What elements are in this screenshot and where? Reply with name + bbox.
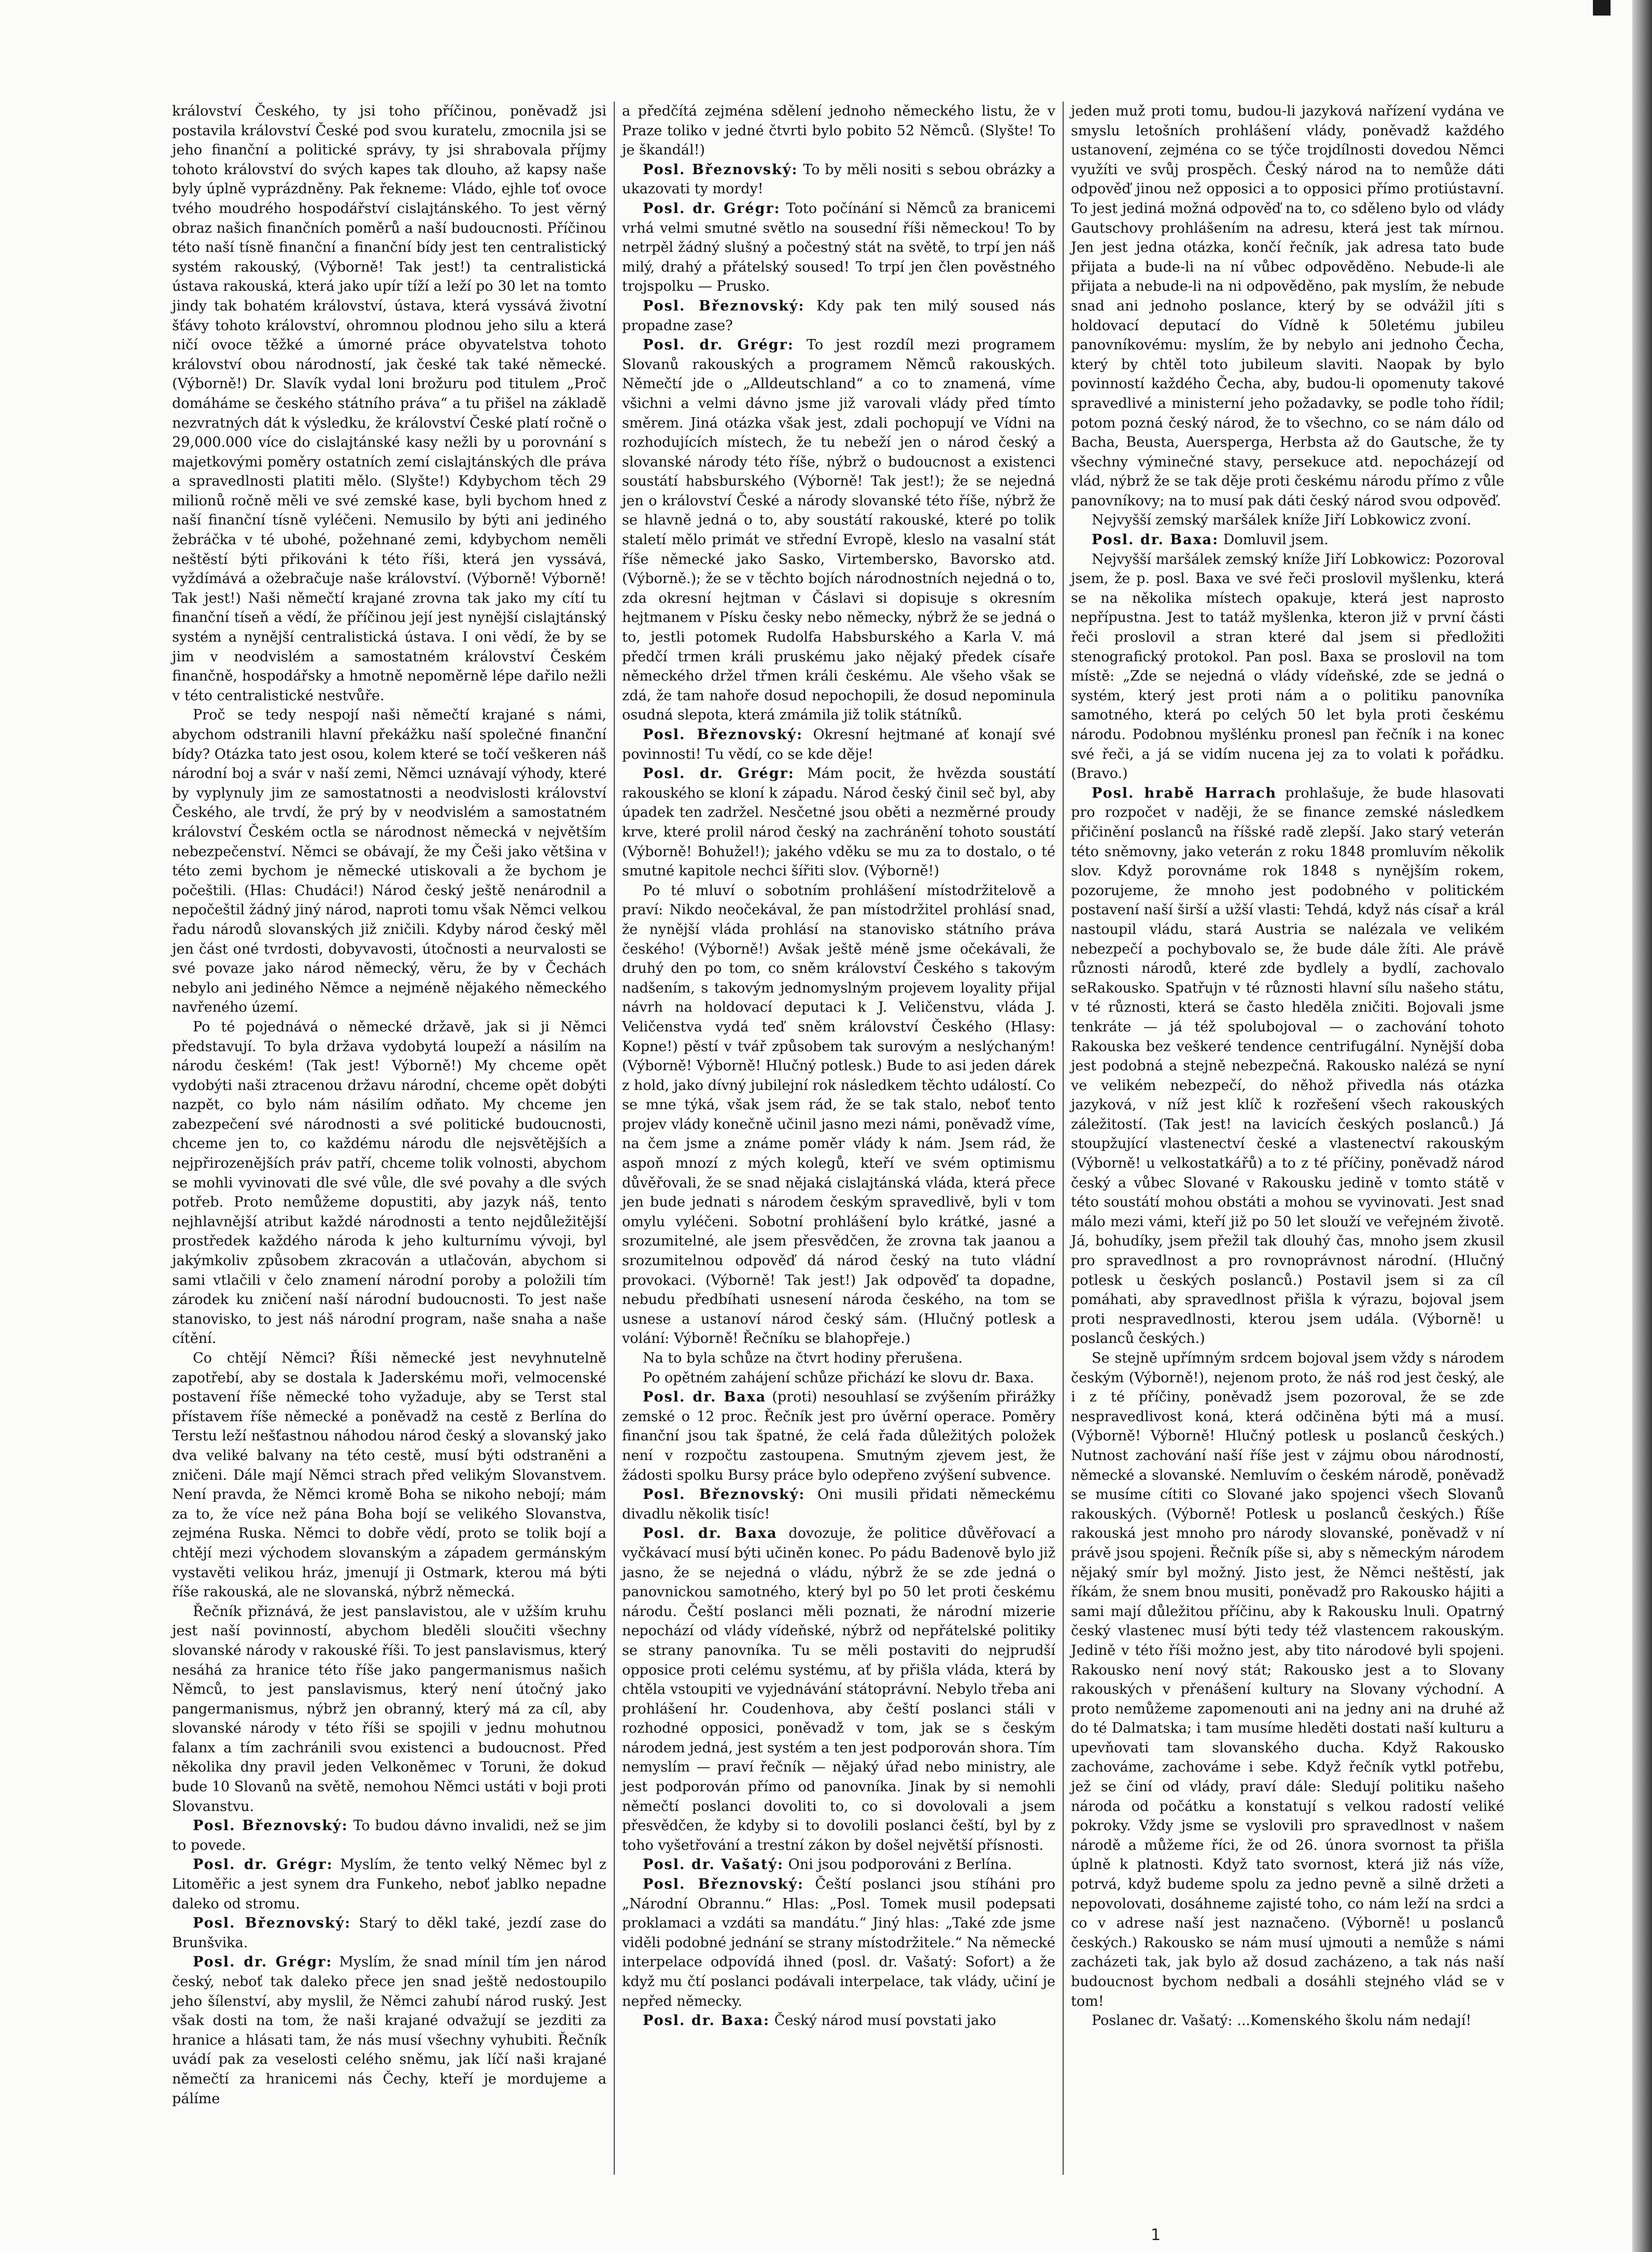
paragraph-text: Na to byla schůze na čtvrt hodiny přerušena. bbox=[643, 1350, 963, 1366]
column-2 bbox=[614, 102, 1063, 2175]
speaker-name: Posl. dr. Grégr: bbox=[193, 1954, 333, 1971]
paragraph-text: Poslanec dr. Vašatý: ...Komenského školu nám nedají! bbox=[1092, 2013, 1472, 2029]
paragraph-text: Myslím, že tento velký Němec byl z Litoměřic a jest synem dra Funkeho, neboť jablko nepadne daleko od stromu. bbox=[172, 1857, 606, 1912]
paragraph-text: Proč se tedy nespojí naši němečtí krajané s námi, abychom odstranili hlavní překážku naší společné finanční bídy? Otázka tato jest osou, kolem které se točí veškeren náš národní boj a svár v naší zemi, Němci uznávají výhody, které by vyplynuly jim ze samostatnosti a neodvislosti království Českého, ale trvdí, že prý by v neodvislém a samostatném království Českém octla se národnost německá v největším nebezpečenství. Němci se obávají, že my Češi jako většina v této zemi bychom je německé utiskovali a že bychom je počeštili. (Hlas: Chudáci!) Národ český ještě nenárodnil a nepočeštil žádný jiný národ, naproti tomu však Němci velkou řadu národů slovanských již zničili. Kdyby národ český měl jen část oné tvrdosti, dobyvavosti, útočnosti a neurvalosti se své povaze jako národ německý, věru, že by v Čechách nebylo ani jediného Němce a nejméně nějakého německého navřeného území. bbox=[172, 707, 606, 1016]
speaker-name: Posl. dr. Grégr: bbox=[193, 1857, 333, 1873]
column-1 bbox=[165, 102, 614, 2175]
paragraph bbox=[622, 881, 1055, 1349]
column-3 bbox=[1063, 102, 1512, 2175]
paragraph-text: jeden muž proti tomu, budou-li jazyková nařízení vydána ve smyslu letošních prohlášení vlády, poněvadž každého ustanovení, zejména co se týče trojdílnosti dovedou Němci využíti ve svůj prospěch. Český národ na to nemůže dáti odpověď jinou než opposici a to opposici přímo protiústavní. To jest jediná možná odpověď na to, co sděleno bylo od vlády Gautschovy prohlášením na adresu, která jest tak mírnou. Jen jest jedna otázka, končí řečník, jak adresa tato bude přijata a bude-li na ní vůbec odpověděno. Nebude-li ale přijata a nebude-li na ni odpověděno, pak myslím, že nebude snad ani jednoho poslance, který by se odvážil jíti s holdovací deputací do Vídně k 50letému jubileu panovníkovému: myslím, že by nebylo ani jednoho Čecha, který by chtěl toto jubileum slaviti. Naopak by bylo povinností každého Čecha, aby, budou-li opomenuty takové spravedlivé a ministerní jeho požadavky, se podle toho řídil; potom pozná český národ, že to všechno, co se nám dálo od Bacha, Beusta, Auersperga, Herbsta až do Gautsche, že ty všechny výminečné stavy, persekuce atd. nepocházejí od vlád, nýbrž že se tak děje proti českému národu přímo z vůle panovníkovy; na to musí pak dáti český národ svou odpověď. bbox=[1071, 103, 1504, 509]
paragraph bbox=[1071, 2011, 1504, 2031]
text-columns bbox=[165, 102, 1513, 2175]
paragraph bbox=[622, 296, 1055, 335]
paragraph bbox=[622, 764, 1055, 881]
paragraph bbox=[172, 1914, 606, 1952]
paragraph-text: Domluvil jsem. bbox=[1223, 532, 1329, 548]
scan-edge bbox=[1632, 0, 1652, 2252]
paragraph bbox=[622, 1368, 1055, 1388]
speaker-name: Posl. Březnovský: bbox=[643, 727, 803, 743]
paragraph bbox=[622, 725, 1055, 764]
speaker-name: Posl. Březnovský: bbox=[193, 1915, 351, 1932]
speaker-name: Posl. Březnovský: bbox=[643, 1876, 804, 1893]
speaker-name: Posl. dr. Grégr: bbox=[643, 200, 781, 217]
paragraph bbox=[622, 199, 1055, 296]
paragraph-text: a předčítá zejména sdělení jednoho německého listu, že v Praze toliko v jedné čtvrti bylo pobito 52 Němců. (Slyšte! To je škandál!) bbox=[622, 103, 1055, 159]
paragraph-text: prohlašuje, že bude hlasovati pro rozpočet v naději, že se finance zemské následkem přičinění poslanců na říšské radě zlepší. Jako starý veterán této sněmovny, jako veterán z roku 1848 promluvím několik slov. Když porovnáme rok 1848 s nynějším rokem, pozorujeme, že mnoho jest podobného v politickém postavení naší širší a užší vlasti: Tehdá, když nás císař a král nastoupil vládu, stará Austria se nalézala ve velikém nebezpečí a pochybovalo se, že bude dále žíti. Ale právě různosti národů, které zde bydlely a bydlí, zachovalo seRakousko. Spatřujn v té různosti hlavní sílu našeho státu, v té různosti, která se často hleděla zničiti. Bojovali jsme tenkráte — já též spolubojoval — o zachování tohoto Rakouska bez veškeré tendence centrifugální. Nynější doba jest podobná a stejně nebezpečná. Rakousko nalézá se nyní ve velikém nebezpečí, do něhož přivedla nás otázka jazyková, v níž jest klíč k rozřešení všech rakouských záležitostí. (Tak jest! na lavicích českých poslanců.) Já stoupžující vlastenectví české a vlastenectví rakouským (Výborně! u velkostatkářů) a to z té příčiny, poněvadž národ český a vůbec Slované v Rakousku jedině v tomto státě v této soustátí mohou obstáti a mohou se vyvinovati. Jest snad málo mezi vámi, kteří již po 50 let slouží ve veřejném životě. Já, bohudíky, jsem přežil tak dlouhý čas, mnoho jsem zkusil pro spravedlnost a pro rovnoprávnost národní. (Hlučný potlesk u českých poslanců.) Postavil jsem si za cíl pomáhati, aby spravedlnost přišla k výrazu, bojoval jsem proti nespravedlnosti, kterou jsem udála. (Výborně! u poslanců českých.) bbox=[1071, 785, 1504, 1347]
paragraph bbox=[622, 1875, 1055, 2011]
paragraph bbox=[172, 1017, 606, 1349]
speaker-name: Posl. dr. Vašatý: bbox=[643, 1857, 784, 1873]
paragraph bbox=[622, 1485, 1055, 1524]
speaker-name: Posl. dr. Baxa bbox=[643, 1389, 767, 1406]
paragraph bbox=[622, 1387, 1055, 1485]
paragraph-text: Nejvyšší maršálek zemský kníže Jiří Lobkowicz: Pozoroval jsem, že p. posl. Baxa ve své řeči proslovil myšlenku, která se na několika místech opakuje, která jest naprosto nepřípustna. Jest to tatáž myšlenka, kteron již v první části řeči proslovil a stran které dal jsem si předložiti stenografický protokol. Pan posl. Baxa se proslovil na tom místě: „Zde se nejedná o vlády vídeňské, zde se jedná o systém, který jest proti nám a o politiku panovníka samotného, která po celých 50 let byla proti českému národu. Podobnou myšlénku pronesl pan řečník i na konec své řeči, a já se vidím nucena jej za to volati k pořádku. (Bravo.) bbox=[1071, 551, 1504, 782]
paragraph-text: Se stejně upřímným srdcem bojoval jsem vždy s národem českým (Výborně!), nejenom proto, že náš rod jest český, ale i z té příčiny, poněvadž jsem pozoroval, že se zde nespravedlivost koná, která odčiněna býti má a musí. (Výborně! Výborně! Hlučný potlesk u poslanců českých.) Nutnost zachování naší říše jest v zájmu obou národností, německé a slovanské. Nemluvím o českém národě, poněvadž se musíme cítiti co Slované jako spojenci všech Slovanů rakouských. (Výborně! Potlesk u poslanců českých.) Říše rakouská jest mnoho pro národy slovanské, poněvadž v ní právě jsou spojeni. Řečník píše si, aby s německým národem nějaký smír byl možný. Jisto jest, že Němci neštěstí, jak říkám, že snem bnou musiti, poněvadž pro Rakousko hájiti a sami mají důležitou příčinu, aby k Rakousku lnuli. Opatrný český vlastenec musí býti tedy též vlastencem rakouským. Jedině v této říši možno jest, aby tito národové byli spojeni. Rakousko není nový stát; Rakousko jest a to Slovany rakouských v přenášení kultury na Slovany východní. A proto nemůžeme zapomenouti ani na jedny ani na druhé až do té Dalmatska; i tam musíme hleděti dostati naší kulturu a upevňovati tam slovanského ducha. Když Rakousko zachováme, zachováme i sebe. Když řečník vytkl potřebu, jež se činí od vlády, praví dále: Sledují politiku našeho národa od počátku a konstatují s velkou radostí veliké pokroky. Vždy jsme se vyslovili pro spravedlnost v našem národě a můžeme říci, že od 26. února svornost ta přišla úplně k platnosti. Když tato svornost, která již nás víže, potrvá, když budeme spolu za jedno pevně a silně držeti a nepovolovati, dosáhneme zajisté toho, co nám leží na srdci a co v adrese naší jest naznačeno. (Výborně! u poslanců českých.) Rakousko se nám musí ujmouti a nemůže s námi zacházeti tak, jak bylo až dosud zacházeno, a tak nás naší budoucnost bychom nedbali a dosáhli stejného vlád se v tom! bbox=[1071, 1350, 1504, 2009]
paragraph-text: Český národ musí povstati jako bbox=[774, 2013, 996, 2029]
paragraph bbox=[172, 102, 606, 705]
speaker-name: Posl. dr. Grégr: bbox=[643, 337, 794, 353]
speaker-name: Posl. Březnovský: bbox=[643, 161, 798, 178]
page-number: 1 bbox=[1151, 2226, 1161, 2244]
paragraph-text: Co chtějí Němci? Říši německé jest nevyhnutelně zapotřebí, aby se dostala k Jaderskému moři, velmocenské postavení říše německé toho vyžaduje, aby se Terst stal přístavem říše německé a poněvadž na cestě z Berlína do Terstu leží nešťastnou náhodou národ český a slovanský jako dva veliké balvany na této cestě, musí býti odstraněni a zničeni. Dále mají Němci strach před velikým Slovanstvem. Není pravda, že Němci kromě Boha se nikoho nebojí; mám za to, že více než pána Boha bojí se velikého Slovanstva, zejména Ruska. Němci to dobře vědí, proto se tolik bojí a chtějí mezi východem slovanským a západem germánským vystavěti velikou hráz, jmenují ji Ostmark, kterou má býti říše rakouská, ale ne slovanská, nýbrž německá. bbox=[172, 1350, 606, 1601]
paragraph-text: Po té mluví o sobotním prohlášení místodržitelově a praví: Nikdo neočekával, že pan místodržitel prohlásí snad, že nynější vláda prohlásí na stanovisko státního práva českého! (Výborně!) Avšak ještě méně jsme očekávali, že druhý den po tom, co sněm království Českého s takovým nadšením, s takovým jednomyslným projevem loyality přijal návrh na holdovací deputaci k J. Veličenstvu, vláda J. Veličenstva vydá teď sněm království Českého (Hlasy: Kopne!) pěstí v tvář způsobem tak surovým a neslýchaným! (Výborně! Výborně! Hlučný potlesk.) Bude to asi jeden dárek z hold, jako dívný jubilejní rok následkem těchto událostí. Co se mne týká, však jsem rád, že se tak stalo, neboť tento projev vlády konečně učinil jasno mezi námi, poněvadž víme, na čem jsme a známe poměr vlády k nám. Jsem rád, že aspoň mnozí z mých kolegů, kteří ve svém optimismu důvěřovali, že se snad nějaká cislajtánská vláda, která přece jen bude jednati s národem českým spravedlivě, byli v tom omylu vyléčeni. Sobotní prohlášení bylo krátké, jasné a srozumitelné, ale jsem přesvědčen, že zrovna tak jaanou a srozumitelnou odpověď dá národ český na tuto vládní provokaci. (Výborně! Tak jest!) Jak odpověď ta dopadne, nebudu předbíhati usnesení národa českého, na tom se usnese a ustanoví národ český sám. (Hlučný potlesk a volání: Výborně! Řečníku se blahopřeje.) bbox=[622, 882, 1055, 1347]
speaker-name: Posl. dr. Baxa: bbox=[643, 2013, 770, 2029]
speaker-name: Posl. Březnovský: bbox=[643, 298, 805, 314]
paragraph bbox=[1071, 550, 1504, 784]
paragraph-text: Mám pocit, že hvězda soustátí rakouského se kloní k západu. Národ český činil seč byl, aby úpadek ten zadržel. Nesčetné jsou oběti a nezměrné proudy krve, které prolil národ český na zachránění tohoto soustátí (Výborně! Bohužel!); jakého vděku se mu za to dostalo, o té smutné kapitole nechci šířiti slov. (Výborně!) bbox=[622, 766, 1055, 880]
paragraph bbox=[172, 1349, 606, 1602]
paragraph-text: Po té pojednává o německé državě, jak si ji Němci představují. To byla država vydobytá loupeží a násilím na národu českém! (Tak jest! Výborně!) My chceme opět vydobýti naši ztracenou državu národní, chceme opět dobýti nazpět, co bylo nám násilím odňato. My chceme jen zabezpečení své národnosti a své politické budoucnosti, chceme jen to, co každému národu dle nejsvětějších a nejpřirozenějších práv patří, chceme tolik volnosti, abychom se mohli vyvinovati dle své vůle, dle své povahy a dle svých potřeb. Proto nemůžeme dopustiti, aby jazyk náš, tento nejhlavnější atribut každé národnosti a tento nejdůležitější prostředek každého národa k jeho kulturnímu vývoji, byl jakýmkoliv způsobem zkracován a utlačován, abychom si sami vtlačili v čelo znamení národní poroby a položili tím zárodek ku zničení naší národní budoucnosti. To jest naše stanovisko, to jest náš národní program, naše snaha a naše cítění. bbox=[172, 1018, 606, 1347]
paragraph bbox=[622, 102, 1055, 160]
paragraph bbox=[172, 1855, 606, 1914]
paragraph-text: Starý to děkl také, jezdí zase do Brunšvika. bbox=[172, 1915, 606, 1951]
paragraph bbox=[622, 335, 1055, 725]
paragraph-text: Řečník přiznává, že jest panslavistou, ale v užším kruhu jest naší povinností, abychom bleděli sloučiti všechny slovanské národy v rakouské říši. To jest panslavismus, který nesáhá za hranice této říše jako pangermanismus našich Němců, to jest panslavismus, který není útočný jako pangermanismus, nýbrž jen obranný, který má za cíl, aby slovanské národy v této říši se spojili v jednu mohutnou falanx a tím zachránili svou existenci a budoucnost. Před několika dny pravil jeden Velkoněmec v Toruni, že dokud bude 10 Slovanů na světě, nemohou Němci ustáti v boji proti Slovanstvu. bbox=[172, 1603, 606, 1815]
paragraph-text: Oni jsou podporováni z Berlína. bbox=[788, 1857, 1012, 1873]
paragraph-text: dovozuje, že politice důvěřovací a vyčkávací musí býti učiněn konec. Po pádu Badenově bylo již jasno, že se nejedná o vládu, nýbrž že se zde jedná o panovnickou samotného, který byl po 50 let proti českému národu. Čeští poslanci měli poznati, že národní mizerie nepochází od vlády vídeňské, nýbrž od nepřátelské politiky se strany panovníka. Tu se měli postaviti do nejprudší opposice proti celému systému, ať by přišla vláda, která by chtěla vstoupiti ve vyjednávání státoprávní. Nebylo třeba ani prohlášení hr. Coudenhova, aby čeští poslanci stáli v rozhodné opposici, poněvadž v tom, jak se s českým národem jedná, jest systém a ten jest podporován shora. Tím nemyslím — praví řečník — nějaký úřad nebo ministry, ale jest podporován přímo od panovníka. Jinak by si nemohli němečtí poslanci dovoliti to, co si dovolovali a jsem přesvědčen, že kdyby si to dovolili poslanci čeští, byl by z toho vyšetřování a trestní zákon by došel největší přísnosti. bbox=[622, 1525, 1055, 1853]
speaker-name: Posl. Březnovský: bbox=[193, 1818, 348, 1834]
paragraph-text: (proti) nesouhlasí se zvýšením přirážky zemské o 12 proc. Řečník jest pro úvěrní operace. Poměry finanční jsou tak špatné, že celá řada důležitých položek není v rozpočtu zastoupena. Smutným zjevem jest, že žádosti spolku Bursy práce bylo odepřeno zvýšení subvence. bbox=[622, 1389, 1055, 1483]
speaker-name: Posl. hrabě Harrach bbox=[1092, 785, 1277, 801]
paragraph bbox=[172, 705, 606, 1017]
paragraph bbox=[1071, 784, 1504, 1349]
paragraph bbox=[622, 1524, 1055, 1855]
paragraph-text: To budou dávno invalidi, než se jim to povede. bbox=[172, 1818, 606, 1853]
paragraph-text: Čeští poslanci jsou stíháni pro „Národní Obrannu.“ Hlas: „Posl. Tomek musil podepsati proklamaci a vzdáti sa mandátu.“ Jiný hlas: „Také zde jsme viděli podobné jednání se strany místodržitele.“ Na německé interpelace odpovídá ihned (posl. dr. Vašatý: Sofort) a že když mu čtí poslanci podávali interpelace, tak vlády, učiní je nepřed německy. bbox=[622, 1876, 1055, 2009]
speaker-name: Posl. Březnovský: bbox=[643, 1486, 806, 1503]
corner-mark bbox=[1593, 0, 1611, 16]
paragraph-text: Nejvyšší zemský maršálek kníže Jiří Lobkowicz zvoní. bbox=[1092, 512, 1472, 529]
paragraph bbox=[622, 2011, 1055, 2031]
paragraph-text: Po opětném zahájení schůze přichází ke slovu dr. Baxa. bbox=[643, 1369, 1035, 1386]
paragraph-text: To jest rozdíl mezi programem Slovanů rakouských a programem Němců rakouských. Němečtí jde o „Alldeutschland“ a co to znamená, víme všichni a velmi dávno jsme již varovali vlády před tímto směrem. Jiná otázka však jest, zdali pochopují ve Vídni na rozhodujících místech, že tu nebeží jen o národ český a slovanské národy této říše, nýbrž o budoucnost a existenci soustátí habsburského (Výborně! Tak jest!); že se nejedná jen o království České a národy slovanské této říše, nýbrž že se hlavně jedná o to, aby soustátí rakouské, které po tolik staletí mělo primát ve střední Evropě, kleslo na vasalní stát říše německé jako Sasko, Virtembersko, Bavorsko atd. (Výborně.); že se v těchto bojích národnostních nejedná o to, zda okresní hejtman v Čáslavi si dopisuje s okresním hejtmanem v Písku česky nebo německy, nýbrž že se jedná o to, jestli potomek Rudolfa Habsburského a Karla V. má předčí trmen králi pruskému jako nějaký předek císaře německého držel třmen králi českému. Ale všeho však se zdá, že tam nahoře dosud nepochopili, že dosud nepominula osudná slepota, která zmámila již tolik státníků. bbox=[622, 337, 1055, 724]
paragraph bbox=[1071, 530, 1504, 550]
speaker-name: Posl. dr. Grégr: bbox=[643, 766, 795, 782]
paragraph bbox=[1071, 1349, 1504, 2011]
paragraph bbox=[172, 1952, 606, 2108]
speaker-name: Posl. dr. Baxa: bbox=[1092, 532, 1219, 548]
paragraph bbox=[622, 1349, 1055, 1368]
paragraph-text: Toto počínání si Němců za branicemi vrhá velmi smutné světlo na sousední říši německou! To by netrpěl žádný slušný a počestný stát na světě, to trpí jen náš milý, drahý a přátelský soused! To trpí jen člen pověstného trojspolku — Prusko. bbox=[622, 200, 1055, 295]
paragraph bbox=[1071, 102, 1504, 511]
paragraph bbox=[622, 1855, 1055, 1875]
speaker-name: Posl. dr. Baxa bbox=[643, 1525, 778, 1542]
paragraph bbox=[1071, 511, 1504, 530]
paragraph bbox=[172, 1602, 606, 1817]
paragraph-text: království Českého, ty jsi toho příčinou, poněvadž jsi postavila království České pod svou kuratelu, zmocnila jsi se jeho finanční a politické správy, ty jsi shrabovala příjmy tohoto království do svých kapes tak dlouho, až kapsy naše byly úplně vyprázdněny. Pak řekneme: Vládo, ejhle toť ovoce tvého moudrého hospodářství cislajtánského. To jest věrný obraz našich finančních poměrů a naší budoucnosti. Příčinou této naší tísně finanční a finanční bídy jest ten centralistický systém rakouský, (Výborně! Tak jest!) ta centralistická ústava rakouská, která jako upír tíží a leží po 30 let na tomto jindy tak bohatém království, ústava, která vyssává životní šťávy tohoto království, ohromnou plodnou jeho silu a která ničí ovoce těžké a úmorné práce obyvatelstva tohoto království obou národností, jak české tak také německé. (Výborně!) Dr. Slavík vydal loni brožuru pod titulem „Proč domáháme se českého státního práva“ a tu přišel na základě nezvratných dát k výsledku, že království České platí ročně o 29,000.000 více do cislajtánské kasy nežli by u porovnání s majetkovými poměry ostatních zemí cislajtánských dle práva a spravedlnosti platiti mělo. (Slyšte!) Kdybychom těch 29 milionů ročně měli ve své zemské kase, byli bychom hned z naší finanční tísně vyléčeni. Nemusilo by býti ani jediného žebráčka v té ubohé, požehnané zemi, kdybychom neměli neštěstí býti přikováni k této říši, která jen vyssává, vyždímává a ožebračuje naše království. (Výborně! Výborně! Tak jest!) Naši němečtí krajané zrovna tak jako my cítí tu finanční tíseň a vědí, že příčinou její jest nynější cislajtánský systém a nynější centralistická ústava. I oni vědí, že by se jim v neodvislém a samostatném království Českém finančně, hospodářsky a hmotně nepoměrně lépe dařilo nežli v této centralistické nestvůře. bbox=[172, 103, 606, 704]
paragraph-text: Okresní hejtmané ať konají své povinnosti! Tu vědí, co se kde děje! bbox=[622, 727, 1055, 762]
paragraph-text: To by měli nositi s sebou obrázky a ukazovati ty mordy! bbox=[622, 161, 1055, 197]
paragraph-text: Kdy pak ten milý soused nás propadne zase? bbox=[622, 298, 1055, 334]
paragraph-text: Myslím, že snad mínil tím jen národ český, neboť tak daleko přece jen snad ještě nedostoupilo jeho šílenství, aby myslil, že Němci zahubí národ ruský. Jest však dosti na tom, že naši krajané odvažují se jezditi za hranice a hlásati tam, že nás musí všechny vyhubiti. Řečník uvádí pak za veselosti celého sněmu, jak líčí naši krajané němečtí za hranicemi nás Čechy, kteří je mordujeme a pálíme bbox=[172, 1954, 606, 2107]
paragraph-text: Oni musili přidati německému divadlu několik tisíc! bbox=[622, 1486, 1055, 1522]
paragraph bbox=[622, 160, 1055, 199]
paragraph bbox=[172, 1816, 606, 1855]
